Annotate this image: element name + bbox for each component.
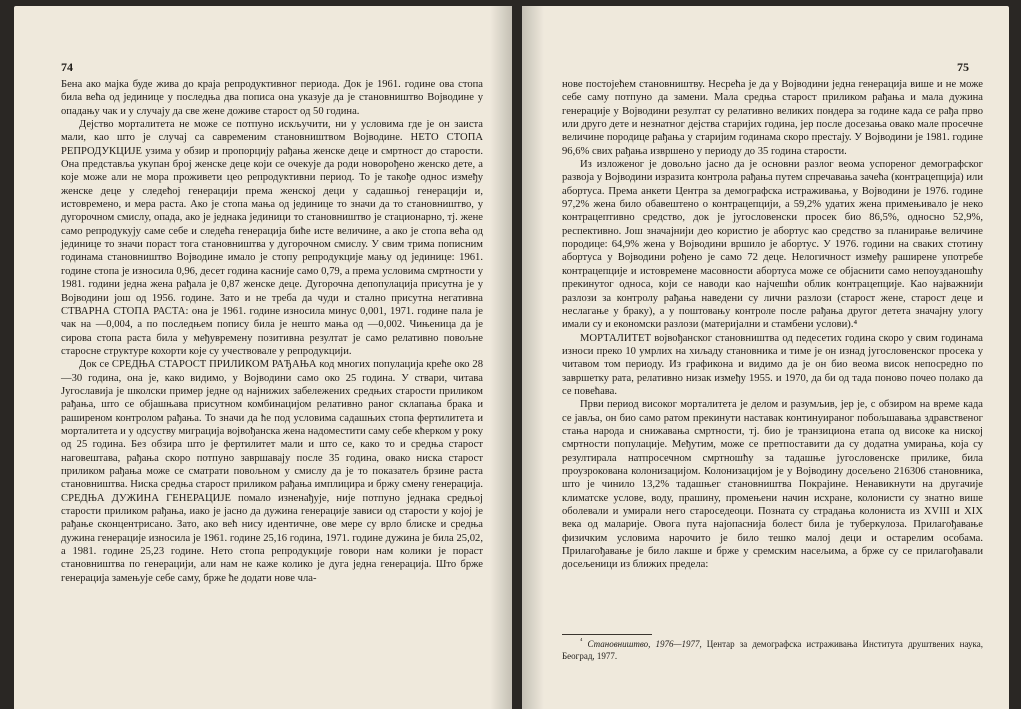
paragraph: Дејство морталитета не може се потпуно искључити, ни у условима где је он заиста мали, као што је случај са савременим становништвом Војводине. НЕТО СТОПА РЕПРОДУКЦИЈЕ узима у обзир и пропорцију рађања женске деце и смртност до старости. Она представља укупан број женске деце који се очекује да роди новорођено женско дете, а које може али не мора проживети цео репродуктивни период. То је такође однос између женске деце у следећој генерацији према женској деци у садашњој генерацији и, истовремено, и мера раста. Ако је стопа мања од јединице то значи да то становништво, у дугорочном смислу, опада, ако је једнака јединици то становништво је стационарно, тј. жене само репродукују саме себе и следећа генерација биће исте величине, а ако је стопа већа од јединице то значи пораст тога становништва у дугорочном смислу. У свим трима пописним годинама становништво Војводине имало је стопу репродукције мању од јединице: 1961. године стопа је износила 0,96, десет година касније само 0,79, а према условима смртности у 1981. години једна жена рађала је 0,87 женске деце. Дугорочна депопулација присутна је у Војводини још од 1956. године. Зато и не треба да чуди и стално присутна негативна СТВАРНА СТОПА РАСТА: она је 1961. године износила минус 0,001, 1971. године пала је чак на —0,004, а по последњем попису била је нешто мања од —0,002. Чињеница да је сирова стопа раста била у међувремену позитивна резултат је само релативно повољне старосне структуре кохорти које су учествовале у репродукцији. <box>61 119 483 357</box>
page-number: 74 <box>61 60 73 74</box>
footnote-marker: ⁴ <box>580 637 583 645</box>
gutter-shadow <box>490 6 512 709</box>
footnote <box>562 639 983 662</box>
right-page-body <box>562 78 983 572</box>
footnote-text: Центар за демографска истраживања Института друштвених наука, Београд, 1977. <box>562 639 983 661</box>
left-page-body <box>61 78 483 585</box>
paragraph: Док се СРЕДЊА СТАРОСТ ПРИЛИКОМ РАЂАЊА код многих популација креће око 28—30 година, она је, како видимо, у Војводини само око 25 година. У ствари, читава Југославија је школски пример једне од најнижих забележених средњих старости приликом рађања, што се објашњава присутном комбинацијом релативно раног склапања брака и раширеном контролом рађања. То значи да ће под условима садашњих стопа фертилитета и морталитета и у одсуству миграција војвођанска жена надоместити саму себе кћерком у року од 25 година. Без обзира што је фертилитет мали и што се, како то и средња старост наговештава, рађања скоро потпуно завршавају после 35 година, овако ниска старост приликом рађања може се сматрати повољном у смислу да је то показатељ брзине раста становништва. Ниска средња старост приликом рађања имплицира и бржу смену генерација. СРЕДЊА ДУЖИНА ГЕНЕРАЦИЈЕ помало изненађује, није потпуно једнака средњој старости приликом рађања, иако је јасно да дужина генерације зависи од старости у којој је рађање сконцентрисано. Зато, ако већ нису идентичне, ове мере су врло блиске и средња дужина генерације износила је 1961. године 25,16 година, 1971. године дужина је била 25,02, а 1981. године 25,23 године. Нето стопа репродукције говори нам колики је пораст становништва по генерацији, али нам не каже колико је дуга једна генерација. Што брже генерација замењује себе саму, брже ће додати нове чла- <box>61 359 483 584</box>
paragraph: МОРТАЛИТЕТ војвођанског становништва од педесетих година скоро у свим годинама износи преко 10 умрлих на хиљаду становника и тиме је он изнад југословенског просека у читавом том периоду. Из графикона и видимо да је он био веома висок непосредно по завршетку рата, релативно низак између 1955. и 1970, да би од тада поново почео полако да се повећава. <box>562 332 983 397</box>
right-page <box>522 6 1009 709</box>
page-number: 75 <box>957 60 969 74</box>
footnote-divider <box>562 634 652 635</box>
paragraph: Први период високог морталитета је делом и разумљив, јер је, с обзиром на време када се јавља, он био само ратом прекинути наставак континуираног побољшавања здравственог стања народа и снижавања смртности, тј. био је транзициона етапа од високе ка ниској смртности популације. Међутим, може се претпоставити да су додатна умирања, која су резултирала натпросечном смртношћу за тадашње југословенске прилике, била проузрокована колонизацијом. Колонизацијом је у Војводину досељено 216306 становника, што је чинило 13,2% тадашњег становништва Покрајине. Ненавикнути на другачије климатске услове, воду, прашину, промењени начин исхране, колонисти су знатно више оболевали и умирали него староседеоци. Позната су страдања колониста из XVIII и XIX века од маларије. Овога пута најопаснија болест била је туберкулоза. Прилагођавање физичким условима нарочито је било тешко малој деци и остарелим особама. Прилагођавање је било лакше и брже у сремским насељима, а брже су се прилагођавали досељеници из ближих предела: <box>562 399 983 571</box>
paragraph: нове постојећем становништву. Несрећа је да у Војводини једна генерација више и не може себе саму потпуно да замени. Мала средња старост приликом рађања и мала дужина генерације у Војводини резултат су релативно великих пондера за године када се рађа прво или друго дете и незнатног дејства старијих година, јер после досезања овако мале просечне величине породице рађања у старијим годинама скоро престају. У Војводини је 1981. године 96,6% свих рађања извршено у периоду до 35 година старости. <box>562 79 983 157</box>
footnote-title: Становништво, 1976—1977, <box>587 639 702 649</box>
paragraph: Бена ако мајка буде жива до краја репродуктивног периода. Док је 1961. године ова стопа била већа од јединице у последња два пописа она указује да је становништво Војводине у опадању чак и у случају да све жене доживе старост од 50 година. <box>61 79 483 117</box>
gutter-shadow <box>522 6 544 709</box>
left-page <box>14 6 512 709</box>
paragraph: Из изложеног је довољно јасно да је основни разлог веома успореног демографског развоја у Војводини изразита контрола рађања путем спречавања зачећа (контрацепција) или абортуса. Према анкети Центра за демографска истраживања, у Војводини је 1976. године 97,2% жена било обавештено о контрацепцији, а 59,2% удатих жена примењивало је неко контрацептивно средство, док је југословенски просек био 86,5%, односно 52,9%, респективно. Још значајнији део користио је абортус као средство за планирање величине породице: 64,9% жена у Војводини вршило је абортус. У 1976. години на сваких стотину абортуса у Војводини рођено је само 72 деце. Нелогичност између раширене употребе контрацепције и истовремене масовности абортуса може се објаснити само непоузданошћу прекинутог односа, који се наводи као најчешћи облик контрацепције. Као најважнији разлози за контролу рађања наведени су лични разлози (старост жене, старост деце и неслагање у браку), а у поштовању контроле после рађања другог детета значајну улогу имали су и економски разлози (материјални и стамбени услови).⁴ <box>562 159 983 331</box>
